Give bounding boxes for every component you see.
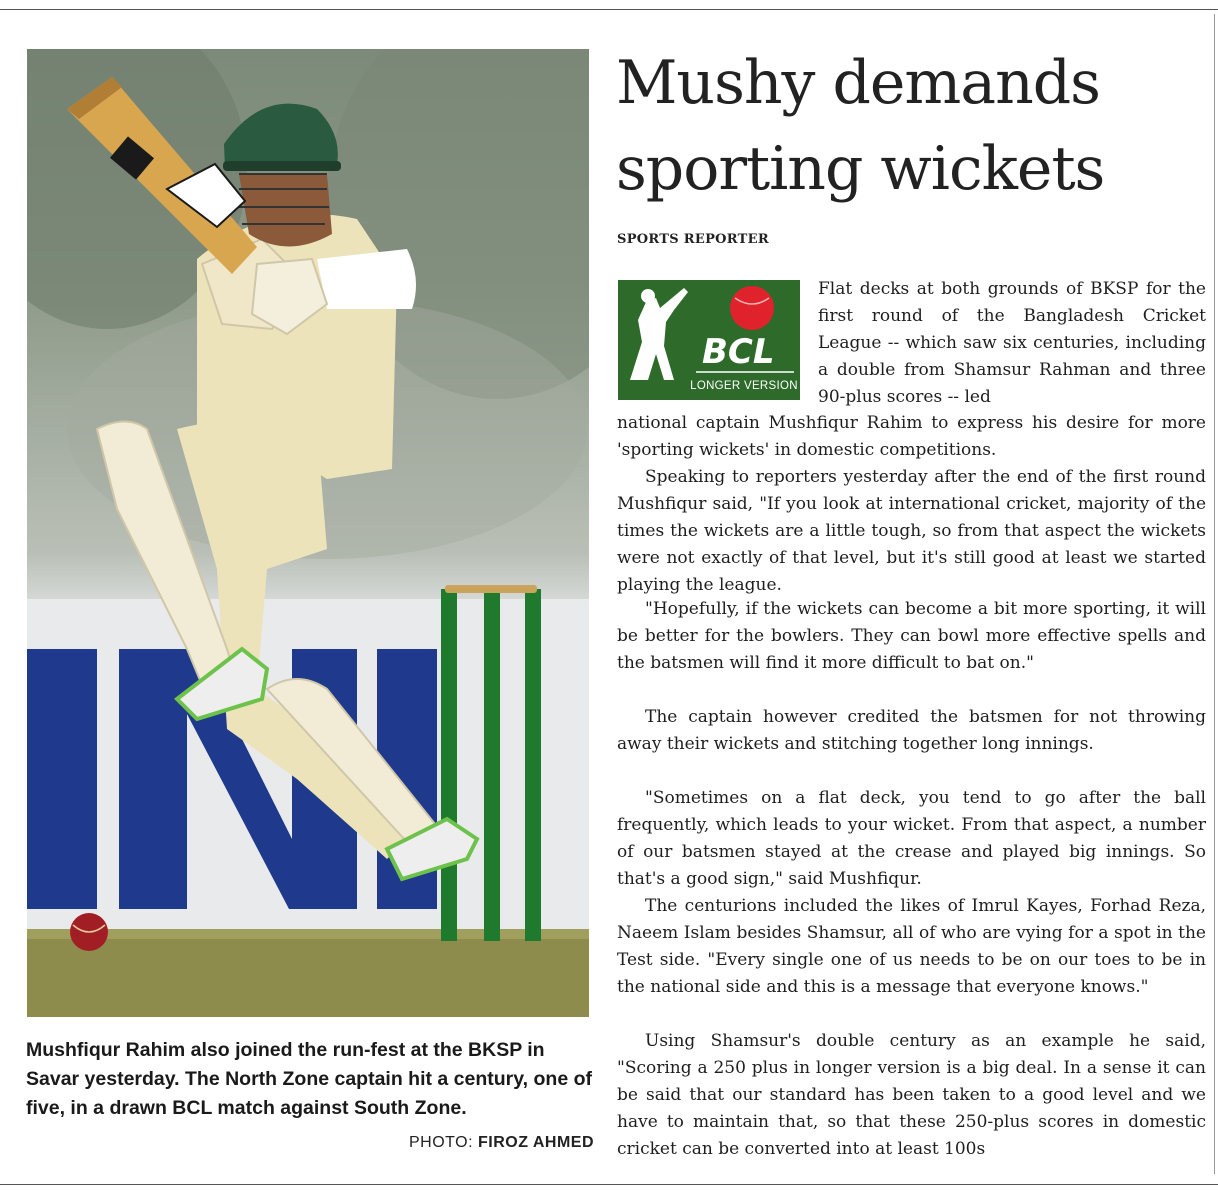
- photo-credit-name: FIROZ AHMED: [477, 1134, 594, 1151]
- headline-line-2: sporting wickets: [616, 134, 1105, 204]
- article-lead-continued: national captain Mushfiqur Rahim to express his desire for more 'sporting wickets' in domestic competitions.: [617, 413, 1206, 460]
- article-lead-wrapped: Flat decks at both grounds of BKSP for the first round of the Bangladesh Cricket League -- which saw six centuries, including a double from Shamsur Rahman and three 90-plus scores -- led: [818, 279, 1206, 407]
- article-paragraph: [617, 1028, 1206, 1163]
- article-paragraph-text: "Sometimes on a flat deck, you tend to go after the ball frequently, which leads to your wicket. From that aspect, a number of our batsmen stayed at the crease and played big innings. So that's a good sign," said Mushfiqur.: [617, 788, 1206, 889]
- photo-caption: Mushfiqur Rahim also joined the run-fest at the BKSP in Savar yesterday. The North Zone captain hit a century, one of five, in a drawn BCL match against South Zone.: [26, 1039, 592, 1119]
- headline: [616, 40, 1212, 212]
- photo-illustration: [27, 49, 589, 1017]
- article-paragraph-text: The captain however credited the batsmen for not throwing away their wickets and stitching together long innings.: [617, 707, 1206, 754]
- photo-credit-label: PHOTO:: [408, 1134, 474, 1151]
- article-paragraph-text: "Hopefully, if the wickets can become a bit more sporting, it will be better for the bowlers. They can bowl more effective spells and the batsmen will find it more difficult to bat on.": [617, 599, 1206, 673]
- bcl-wordmark: BCL: [702, 332, 775, 372]
- top-rule: [0, 9, 1218, 10]
- news-photo: [27, 49, 589, 1017]
- headline-line-1: Mushy demands: [616, 48, 1100, 118]
- article-paragraph-text: Using Shamsur's double century as an example he said, "Scoring a 250 plus in longer version is a big deal. In a sense it can be said that our standard has been taken to a good level and we have to maintain that, so that these 250-plus scores in domestic cricket can be converted into at least 100s: [617, 1031, 1206, 1159]
- article-paragraph: [617, 893, 1206, 1001]
- byline: SPORTS REPORTER: [617, 232, 769, 247]
- bottom-rule: [0, 1184, 1218, 1185]
- bcl-logo: [618, 280, 800, 400]
- article-paragraph: [617, 464, 1206, 599]
- article-paragraph: [617, 785, 1206, 893]
- article-paragraph: [617, 596, 1206, 677]
- article-paragraph-text: The centurions included the likes of Imrul Kayes, Forhad Reza, Naeem Islam besides Shamsur, all of who are vying for a spot in the Test side. "Every single one of us needs to be on our toes to be in the national side and this is a message that everyone knows.": [617, 896, 1206, 997]
- article-paragraph: [617, 704, 1206, 758]
- bcl-subtitle: LONGER VERSION: [690, 380, 798, 392]
- article-paragraph-text: Speaking to reporters yesterday after the end of the first round Mushfiqur said, "If you look at international cricket, majority of the times the wickets are a little tough, so from that aspect the wickets were not exactly of that level, but it's still good at least we started playing the league.: [617, 467, 1206, 595]
- photo-credit: [366, 1134, 594, 1152]
- column-rule: [1214, 14, 1215, 1174]
